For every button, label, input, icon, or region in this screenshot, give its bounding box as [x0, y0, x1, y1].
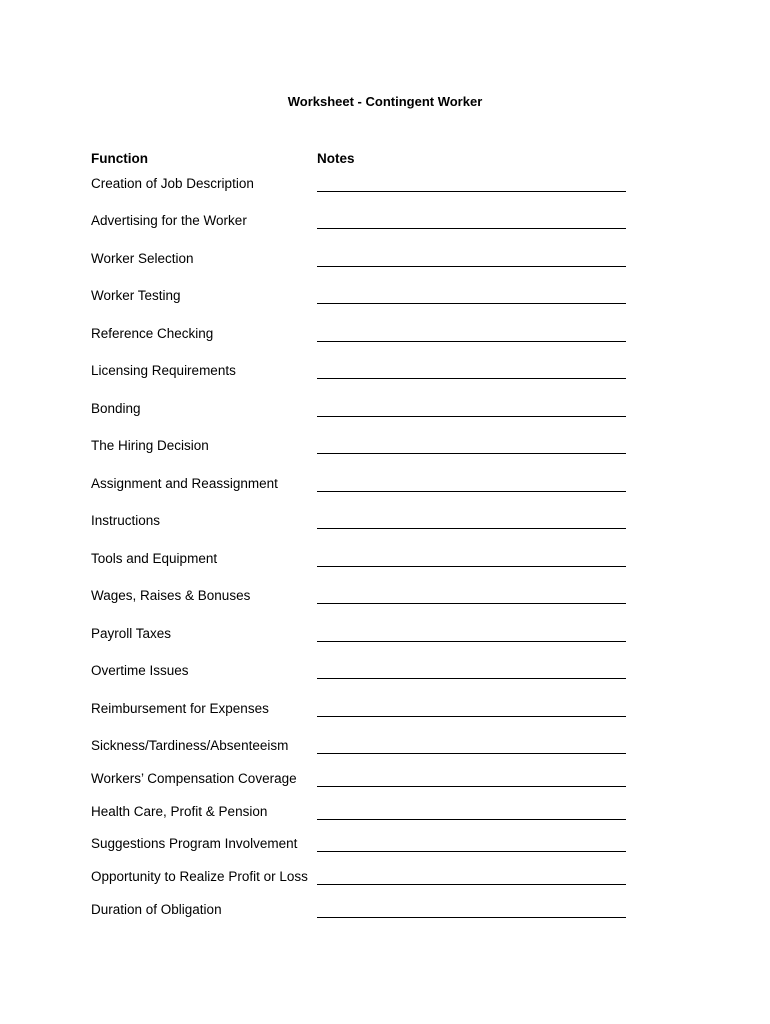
notes-line[interactable]	[317, 528, 626, 529]
worksheet-row	[91, 438, 626, 458]
notes-line[interactable]	[317, 678, 626, 679]
worksheet-row	[91, 902, 626, 922]
function-label: Health Care, Profit & Pension	[91, 804, 268, 819]
function-label: Payroll Taxes	[91, 626, 172, 641]
worksheet-row	[91, 288, 626, 308]
notes-line[interactable]	[317, 491, 626, 492]
function-label: Opportunity to Realize Profit or Loss	[91, 869, 308, 884]
function-label: Duration of Obligation	[91, 902, 222, 917]
function-label: Sickness/Tardiness/Absenteeism	[91, 738, 289, 753]
worksheet-row	[91, 363, 626, 383]
worksheet-row	[91, 251, 626, 271]
worksheet-row	[91, 663, 626, 683]
function-label: Workers’ Compensation Coverage	[91, 771, 297, 786]
function-label: Worker Selection	[91, 251, 194, 266]
function-label: Instructions	[91, 513, 161, 528]
notes-line[interactable]	[317, 566, 626, 567]
worksheet-row	[91, 738, 626, 758]
function-label: Bonding	[91, 401, 141, 416]
notes-line[interactable]	[317, 603, 626, 604]
function-label: Assignment and Reassignment	[91, 476, 278, 491]
notes-line[interactable]	[317, 378, 626, 379]
function-label: Tools and Equipment	[91, 551, 218, 566]
worksheet-row	[91, 326, 626, 346]
worksheet-row	[91, 836, 626, 856]
function-label: The Hiring Decision	[91, 438, 209, 453]
function-label: Licensing Requirements	[91, 363, 236, 378]
function-label: Creation of Job Description	[91, 176, 254, 191]
worksheet-row	[91, 869, 626, 889]
worksheet-row	[91, 213, 626, 233]
function-column-header: Function	[91, 151, 148, 166]
notes-line[interactable]	[317, 819, 626, 820]
worksheet-row	[91, 176, 626, 196]
worksheet-row	[91, 771, 626, 791]
worksheet-row	[91, 588, 626, 608]
worksheet-row	[91, 476, 626, 496]
worksheet-row	[91, 401, 626, 421]
function-label: Worker Testing	[91, 288, 181, 303]
notes-line[interactable]	[317, 851, 626, 852]
worksheet-row	[91, 701, 626, 721]
function-label: Reimbursement for Expenses	[91, 701, 269, 716]
function-label: Reference Checking	[91, 326, 214, 341]
notes-line[interactable]	[317, 453, 626, 454]
function-label: Suggestions Program Involvement	[91, 836, 298, 851]
notes-line[interactable]	[317, 228, 626, 229]
notes-line[interactable]	[317, 641, 626, 642]
notes-line[interactable]	[317, 416, 626, 417]
notes-line[interactable]	[317, 917, 626, 918]
function-label: Advertising for the Worker	[91, 213, 247, 228]
notes-line[interactable]	[317, 884, 626, 885]
page-title: Worksheet - Contingent Worker	[287, 94, 483, 109]
worksheet-row	[91, 551, 626, 571]
notes-line[interactable]	[317, 303, 626, 304]
function-label: Overtime Issues	[91, 663, 189, 678]
notes-line[interactable]	[317, 716, 626, 717]
worksheet-row	[91, 804, 626, 824]
notes-column-header: Notes	[317, 151, 355, 166]
notes-line[interactable]	[317, 266, 626, 267]
notes-line[interactable]	[317, 341, 626, 342]
notes-line[interactable]	[317, 191, 626, 192]
function-label: Wages, Raises & Bonuses	[91, 588, 251, 603]
worksheet-row	[91, 513, 626, 533]
notes-line[interactable]	[317, 753, 626, 754]
notes-line[interactable]	[317, 786, 626, 787]
worksheet-row	[91, 626, 626, 646]
